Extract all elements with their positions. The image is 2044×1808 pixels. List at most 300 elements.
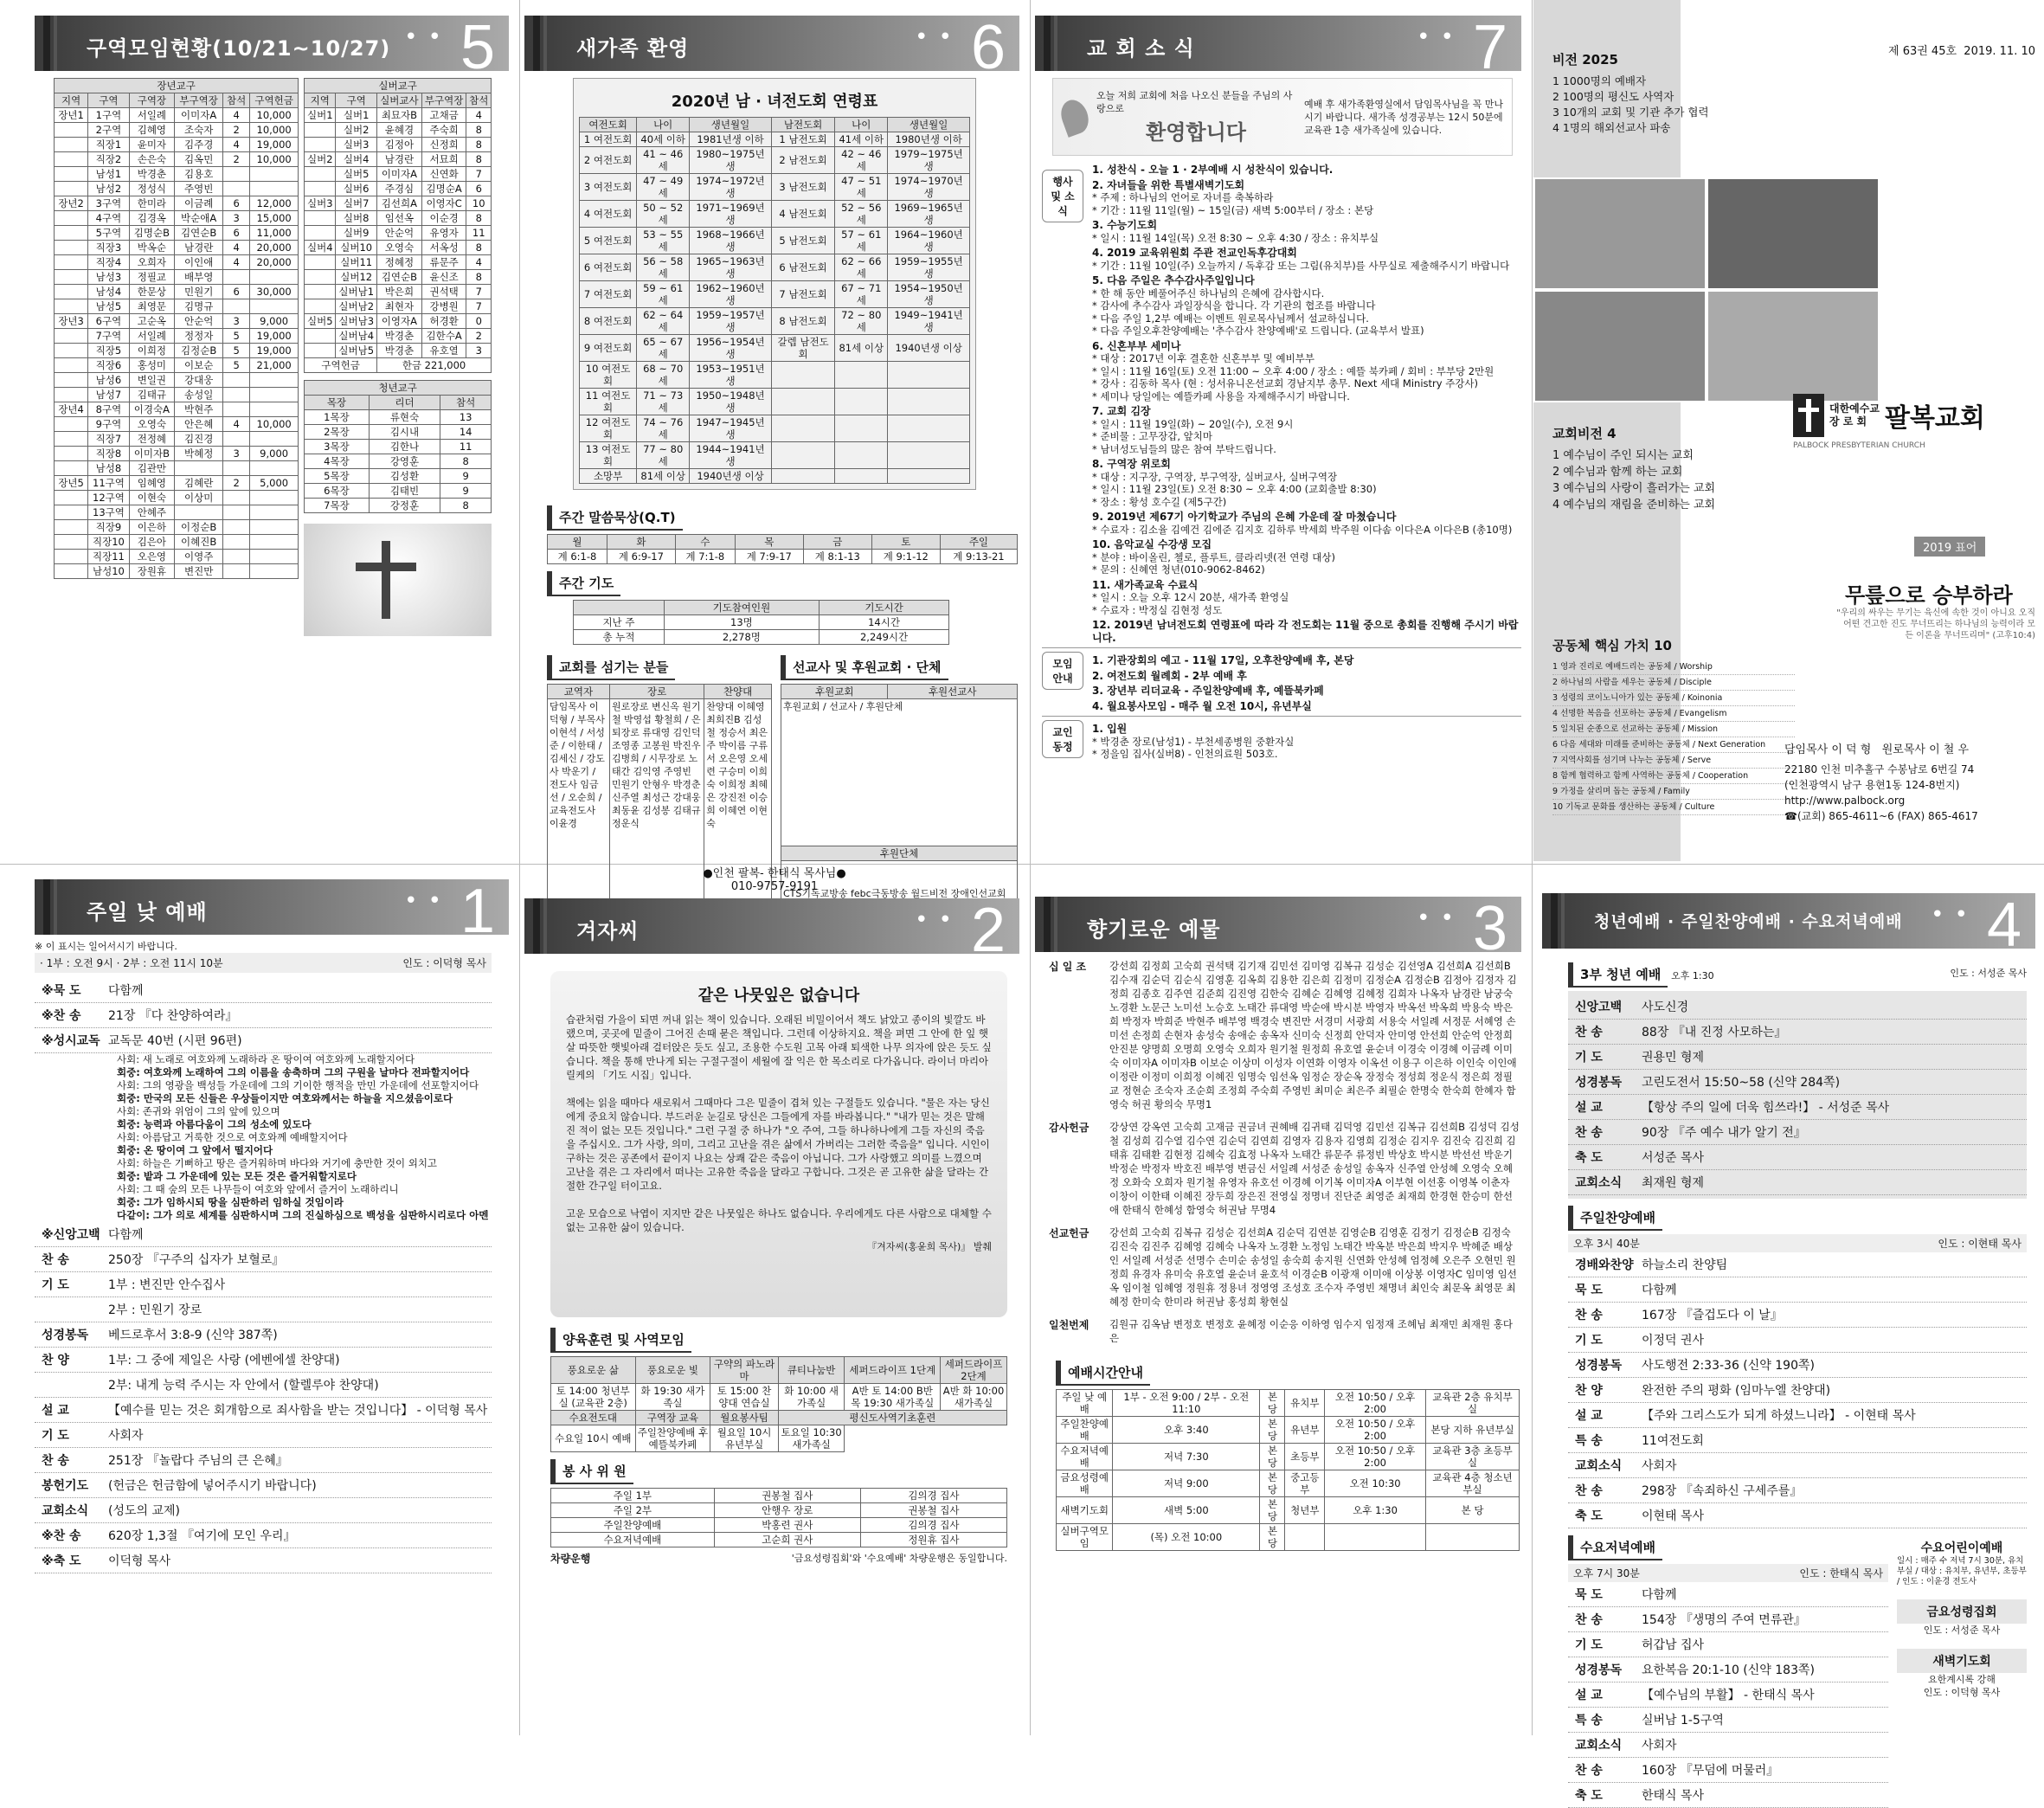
- table-row: [55, 520, 299, 535]
- responsive-reading-line: 사회: 그의 영광을 백성들 가운데에 그의 기이한 행적을 만민 가운데에 선포할지어다: [117, 1079, 479, 1091]
- table-cell: 62 ~ 64세: [637, 308, 690, 335]
- column-header: 세퍼드라이프 2단계: [941, 1357, 1007, 1384]
- table-cell: 2목장: [305, 425, 369, 440]
- table-row: [580, 201, 970, 228]
- table-cell: 2: [466, 329, 492, 344]
- column-header: 월요봉사팀: [710, 1411, 778, 1425]
- table-cell: 권석택: [421, 285, 466, 299]
- table-cell: 9구역: [88, 417, 129, 432]
- table-cell: [223, 182, 250, 196]
- table-cell: 41 ~ 46세: [637, 147, 690, 174]
- offering-label: 일천번제: [1049, 1319, 1089, 1331]
- order-row: [1568, 1277, 2027, 1303]
- table-cell: 남성7: [88, 388, 129, 402]
- table-row: [580, 308, 970, 335]
- table-cell: 68 ~ 70세: [637, 362, 690, 389]
- table-cell: 5구역: [88, 226, 129, 241]
- table-cell: 주숙희: [421, 123, 466, 138]
- table-row: [580, 147, 970, 174]
- table-cell: 교육관 2층 유치부실: [1426, 1390, 1520, 1417]
- table-cell: 박옥순: [129, 241, 174, 255]
- table-cell: 변일권: [129, 373, 174, 388]
- table-cell: 20,000: [250, 241, 299, 255]
- table-cell: [55, 417, 88, 432]
- table-cell: [305, 329, 336, 344]
- vision-item: 2 100명의 평신도 사역자: [1552, 90, 1674, 103]
- column-header: 풍요로운 삶: [551, 1357, 636, 1384]
- table-cell: 서일례: [129, 329, 174, 344]
- responsive-reading-line: 회중: 온 땅이여 그 앞에서 떨지어다: [117, 1144, 273, 1156]
- table-cell: 1979~1975년생: [888, 147, 970, 174]
- table-cell: 갈렙 남전도회: [771, 335, 834, 362]
- table-cell: 수요저녁예배: [1057, 1444, 1113, 1470]
- list-item: 2. 여전도회 월례회 - 2부 예배 후: [1092, 669, 1247, 682]
- table-cell: 서옥성: [421, 241, 466, 255]
- order-value: 2부 : 민원기 장로: [108, 1303, 202, 1317]
- order-row: [35, 1523, 492, 1548]
- order-value: 251장 『놀랍다 주님의 큰 은혜』: [108, 1454, 288, 1468]
- page-5: [0, 0, 517, 861]
- table-row: [55, 196, 299, 211]
- order-label: 묵 도: [1575, 1284, 1603, 1297]
- table-cell: 실버3: [305, 196, 336, 211]
- table-cell: 1981년생 이하: [690, 132, 772, 147]
- table-cell: 1구역: [88, 108, 129, 123]
- table-cell: 9,000: [250, 314, 299, 329]
- table-cell: 박현주: [175, 402, 223, 417]
- table-row: [1057, 1417, 1520, 1444]
- table-row: [55, 447, 299, 461]
- table-cell: 박홍련 권사: [714, 1518, 860, 1533]
- column-header: 수요전도대: [551, 1411, 636, 1425]
- table-row: [1057, 1444, 1520, 1470]
- table-row: [580, 442, 970, 469]
- list-item: * 준비물 : 고무장갑, 앞치마: [1092, 430, 1212, 442]
- column-header: 구약의 파노라마: [710, 1357, 778, 1384]
- core-value-item: 3 성령의 코이노니아가 있는 공동체 / Koinonia: [1552, 691, 1795, 706]
- column-header: 목장: [305, 396, 369, 410]
- order-value: 【항상 주의 일에 더욱 힘쓰라!】 - 서성준 목사: [1642, 1101, 1890, 1115]
- table-cell: 14시간: [819, 615, 948, 630]
- table-row: [305, 314, 492, 329]
- column-header: 구역장 교육: [635, 1411, 710, 1425]
- table-cell: 1971~1969년생: [690, 201, 772, 228]
- table-cell: [223, 373, 250, 388]
- list-item: * 강사 : 김동하 목사 (현 : 성서유니온선교회 경남지부 총무. Next 세대 Ministry 주강사): [1092, 377, 1479, 389]
- offering-names: 강상연 강옥연 고숙희 고재금 권금녀 권혜배 김귀태 김덕영 김민선 김복규 김선희B 김성덕 김성철 김성희 김수열 김수연 김순덕 김연희 김영자 김용자 김영희 김정순 김지우 김진숙 김진희 김태휴 김태환 김현정 김혜숙 김효정 나옥자 노태간 류문주 류정빈 박상호 박시분 박선선 박운기 박정순 박정자 박호진 배부영 변금신 서일례 서성준 송성일 송옥자 신주열 안성혜 오영숙 오혜정 오화숙 오희자 원기철 유영자 유호선 이경혜 이기복 이미자A 이부현 이선홍 이영복 이춘자 이창이 이한태 이혜진 장두희 장은진 전영실 정명녀 진단준 최영준 최재희 한경현 한승미 한선애 한태식 한혜성 함영숙 허권남 무명4: [1109, 1121, 1520, 1216]
- prayer-table: [573, 600, 949, 645]
- table-cell: 강영훈: [369, 454, 440, 469]
- table-cell: [55, 520, 88, 535]
- table-cell: 1954~1950년생: [888, 281, 970, 308]
- order-label: 찬 송: [1575, 1613, 1603, 1627]
- table-cell: 임선옥: [377, 211, 422, 226]
- table-cell: 직장8: [88, 447, 129, 461]
- table-row: [574, 615, 949, 630]
- list-item: 3. 장년부 리더교육 - 주일찬양예배 후, 예뜰북카페: [1092, 685, 1324, 697]
- order-row: [1568, 1120, 2027, 1145]
- table-cell: 새벽기도회: [1057, 1497, 1113, 1524]
- table-cell: 실버6: [336, 182, 377, 196]
- table-row: [55, 108, 299, 123]
- offering-names: 김원규 김옥남 변정호 변정호 윤혜정 이순응 이하영 임수지 임정재 조혜님 최재민 최재원 홍다은: [1109, 1318, 1514, 1344]
- table-row: [580, 174, 970, 201]
- order-row: [1568, 1657, 1888, 1683]
- table-cell: 이영자A: [377, 314, 422, 329]
- table-cell: 11,000: [250, 226, 299, 241]
- table-row: [580, 469, 970, 484]
- list-item: 12. 2019년 남녀전도회 연령표에 따라 각 전도회는 11월 중으로 총회를 진행해 주시기 바랍니다.: [1092, 619, 1519, 644]
- table-row: [55, 226, 299, 241]
- meetings-list: [1083, 652, 1353, 712]
- service-times-table: [1056, 1389, 1520, 1551]
- order-row: [1568, 1095, 2027, 1120]
- table-cell: 류문주: [421, 255, 466, 270]
- table-cell: 박경춘: [377, 344, 422, 358]
- table-cell: 이상미: [175, 491, 223, 505]
- table-cell: [835, 389, 888, 415]
- order-row: [35, 1398, 492, 1423]
- order-value: 교독문 40번 (시편 96편): [108, 1034, 242, 1048]
- table-cell: 남성8: [88, 461, 129, 476]
- table-cell: 직장3: [88, 241, 129, 255]
- table-cell: 10 여전도회: [580, 362, 637, 389]
- table-cell: 허경환: [421, 314, 466, 329]
- table-cell: 10,000: [250, 152, 299, 167]
- table-cell: 주일 낮 예배: [1057, 1390, 1113, 1417]
- table-cell: 62 ~ 66세: [835, 254, 888, 281]
- table-cell: 김은아: [129, 535, 174, 550]
- essay-box: 같은 나뭇잎은 없습니다 습관처럼 가을이 되면 꺼내 읽는 책이 있습니다. 오래된 비밀이어서 책도 낡았고 종이의 빛깔도 바랬으며, 곳곳에 밑줄이 그어진 손때 묻은 책입니다. 그런데 이상하지요. 책을 펴면 그 안에 한 잎 햇살 따뜻한 햇빛아래 걸터앉은 듯도 싶고, 조용한 수도원 고목 아래 퇴색한 나무 의자에 앉은 듯도 싶습니다. 책을 통해 만나게 되는 구절구절이 세월에 잘 익은 한 목소리로 다가옵니다. 라이너 마리아 릴케의 「기도 시집」입니다. 책에는 읽을 때마다 새로워서 그때마다 그은 밑줄이 겹쳐 있는 구절들도 있습니다. "물은 자는 당신에게 중요치 않습니다. 부드러운 눈길로 당신은 그들에게 자를 바라봅니다." "내가 믿는 것은 말해진 적이 없는 모든 것입니다." 그런 구절 중 하나가 "오 주여, 그들 하나하나에게 그들 자신의 죽음을 주십시오. 그가 사랑, 의미, 그리고 고난을 겪은 삶에서 가버리는 그러한 죽음을" 입니다. 시인이 구하는 것은 공존에서 끝이지 나요는 상쾌 같은 죽음이 아닙니다. 그가 사랑했고 의미를 느꼈으며 고난을 겪은 그 자리에서 떠나는 고유한 죽음을 달라고 구합니다. 그것은 곧 고유한 삶을 달라는 간절한 간구일 터이고요. 고운 모습으로 낙엽이 지지만 같은 나뭇잎은 하나도 없습니다. 우리에게도 다른 사람으로 대체할 수 없는 고유한 삶이 있습니다. 『겨자씨(홍윤희 목사)』 발췌: [550, 971, 1007, 1317]
- church-logo: 대한예수교 장 로 회 팔복교회: [1793, 394, 1985, 437]
- page-4: 청년예배 · 주일찬양예배 · 수요저녁예배 • • 4 3부 청년 예배 오후 1:30 인도 : 서성준 목사 신앙고백 사도신경 찬 송 88장 『내 진정 사모하는』 기 도 권용민 형제 성경봉독 고린도전서 15:50~58 (신약 284쪽) 설 교 【항상 주의 일에 더욱 힘쓰라!】 - 서성준 목사 찬 송 90장 『주 예수 내가 알기 전』 축 도 서성준 목사 교회소식 최재원 형제 주일찬양예배 오후 3시 40분 인도 : 이현태 목사 경배와찬양 하늘소리 찬양팀 묵 도 다함께 찬 송 167장 『즐겁도다 이 날』 기 도 이정덕 권사 성경봉독 사도행전 2:33-36 (신약 190쪽) 찬 양 완전한 주의 평화 (임마누엘 찬양대) 설 교 【주와 그리스도가 되게 하셨느니라】 - 이현태 목사 특 송 11여전도회 교회소식 사회자 찬 송 298장 『속죄하신 구세주를』 축 도 이현태 목사 수요저녁예배 오후 7시 30분 인도 : 한태식 목사 묵 도 다함께 찬 송 154장 『생명의 주여 면류관』 기 도 허갑남 집사 성경봉독 요한복음 20:1-10 (신약 183쪽) 설 교 【예수님의 부활】 - 한태식 목사 특 송 실버남 1-5구역 교회소식 사회자 찬 송 160장 『무덤에 머물러』 축 도 한태식 목사 수요어린이예배 일시 : 매주 수 저녁 7시 30분, 유치부실 / 대상 : 유치부, 유년부, 초등부 / 인도 : 이윤경 전도사 금요성령집회 인도 : 서성준 목사 새벽기도회 요한계시록 강해 인도 : 이덕형 목사: [1533, 867, 2044, 1733]
- table-cell: 오영숙: [129, 417, 174, 432]
- table-cell: 오전 10:50 / 오후 2:00: [1325, 1417, 1426, 1444]
- news-list: [1083, 161, 1521, 644]
- table-cell: 화 19:30 새가족실: [635, 1384, 710, 1411]
- table-cell: [250, 182, 299, 196]
- table-row: [55, 476, 299, 491]
- order-label: 성경봉독: [1575, 1076, 1623, 1090]
- table-cell: 2,249시간: [819, 630, 948, 645]
- list-item: * 대상 : 2017년 이후 결혼한 신혼부부 및 예비부부: [1092, 352, 1314, 364]
- order-row: [1568, 994, 2027, 1020]
- table-row: [305, 196, 492, 211]
- order-value: 다함께: [108, 984, 144, 998]
- order-value: 【예수님의 부활】 - 한태식 목사: [1642, 1689, 1815, 1702]
- order-label: 성경봉독: [42, 1329, 89, 1342]
- order-label: 기 도: [1575, 1638, 1603, 1652]
- mission-heading: 선교사 및 후원교회 · 단체: [781, 655, 948, 680]
- table-cell: 52 ~ 56세: [835, 201, 888, 228]
- table-cell: 이미자A: [175, 108, 223, 123]
- order-label: 묵 도: [1575, 1588, 1603, 1602]
- table-cell: [223, 535, 250, 550]
- core-value-item: 2 하나님의 사람을 세우는 공동체 / Disciple: [1552, 675, 1795, 691]
- responsive-reading-line: 사회: 하늘은 기뻐하고 땅은 즐거워하며 바다와 거기에 충만한 것이 외치고: [117, 1157, 438, 1169]
- column-header: 장로: [609, 685, 704, 699]
- column-header: 남전도회: [771, 118, 834, 132]
- table-cell: [55, 491, 88, 505]
- table-cell: 4: [223, 241, 250, 255]
- table-cell: [771, 389, 834, 415]
- age-table: [579, 117, 970, 484]
- table-cell: 김태빈: [369, 484, 440, 499]
- order-label: 경배와찬양: [1575, 1258, 1634, 1272]
- table-cell: 소망부: [580, 469, 637, 484]
- order-label: 성경봉독: [1575, 1663, 1623, 1677]
- list-item: * 수료자 : 김소율 김예건 김에준 김지호 김하루 박세희 박주원 이다솜 이다은A 이다은B (총10명): [1092, 523, 1513, 536]
- table-cell: 정혜정: [377, 255, 422, 270]
- table-cell: 유호열: [421, 344, 466, 358]
- offering-label: 감사헌금: [1049, 1122, 1089, 1134]
- offering-label: 선교헌금: [1049, 1227, 1089, 1239]
- order-value: 90장 『주 예수 내가 알기 전』: [1642, 1126, 1806, 1140]
- responsive-reading-line: 사회: 존귀와 위엄이 그의 앞에 있으며: [117, 1105, 280, 1117]
- table-cell: 실버11: [336, 255, 377, 270]
- order-row: [1568, 1070, 2027, 1095]
- table-row: [55, 388, 299, 402]
- table-row: [305, 285, 492, 299]
- cross-photo: [304, 524, 492, 636]
- table-row: [55, 461, 299, 476]
- motto: 무릎으로 승부하라: [1845, 583, 2013, 608]
- table-cell: 김혜영: [129, 123, 174, 138]
- column-header: 부구역장: [175, 93, 223, 108]
- youth-district-table: 장년교구 지역 구역 구역장 부구역장 참석 구역헌금 장년1 1구역 서일례 이미자A 4 10,000 2구역 김혜영 조숙자 2 10,000 직장1 윤미자 김주경 4 19,000 직장2 손은숙 김옥민 2 10,000 남성1 박경춘 김용호 남성2 정성식 주영빈 장년2 3구역 한미라 이금례 6 12,000 4구역 김경옥 박순애A 3 15,000 5구역 김명순B 김연순B 6 11,000 직장3 박옥순 남경란 4 20,000 직장4 오희자 이인애 4 20,000 남성3 정필교 배부영 남성4 한문상 민원기 6 30,000 남성5 최영문 김명규 장년3 6구역 고순옥 안순억 3 9,000 7구역 서일례 정정자 5 19,000 직장5 이희정 김정순B 5 19,000 직장6 홍성미 이보순 5 21,000 남성6 변일권 강대웅 남성7 김태규 송성일 장년4 8구역 이경숙A 박현주 9구역 오영숙 안은혜 4 10,000 직장7 전정혜 김진경 직장8 이미자B 박혜정 3 9,000 남성8 김관만 장년5 11구역 임혜영 김혜란 2 5,000 12구역 이현숙 이상미 13구역 안혜주 직장9 이은하 이정순B 직장10 김은아 이혜진B 직장11 오은영 이영주 남성10 장원휴 변진만: [54, 78, 299, 579]
- table-cell: 8: [466, 270, 492, 285]
- table-cell: 김명순B: [129, 226, 174, 241]
- list-item: * 박경춘 장로(남성1) - 부천세종병원 중환자실: [1092, 735, 1295, 748]
- order-label: 성경봉독: [1575, 1359, 1623, 1373]
- table-cell: 72 ~ 80세: [835, 308, 888, 335]
- table-cell: 8 남전도회: [771, 308, 834, 335]
- table-row: [55, 432, 299, 447]
- table-cell: 장년4: [55, 402, 88, 417]
- table-row: [55, 299, 299, 314]
- table-row: [305, 454, 492, 469]
- table-cell: [55, 388, 88, 402]
- order-label: 찬 송: [1575, 1309, 1603, 1322]
- table-cell: 4 여전도회: [580, 201, 637, 228]
- table-cell: 주영빈: [175, 182, 223, 196]
- table-cell: 이현숙: [129, 491, 174, 505]
- table-cell: [305, 270, 336, 285]
- table-cell: 3목장: [305, 440, 369, 454]
- list-item: * 장소 : 황성 호수길 (제5구간): [1092, 495, 1227, 508]
- table-cell: 4: [223, 417, 250, 432]
- table-row: [305, 484, 492, 499]
- list-item: 3. 수능기도회: [1092, 219, 1158, 231]
- table-cell: 직장11: [88, 550, 129, 564]
- table-row: [305, 226, 492, 241]
- responsive-reading-line: 사회: 아름답고 거룩한 것으로 여호와께 예배할지어다: [117, 1131, 348, 1143]
- table-row: [55, 314, 299, 329]
- table-cell: 김정순B: [175, 344, 223, 358]
- order-value: 최재원 형제: [1642, 1176, 1705, 1190]
- table-cell: 13: [440, 410, 492, 425]
- order-row: [35, 1247, 492, 1272]
- table-cell: [55, 358, 88, 373]
- order-value: 620장 1,3절 『여기에 모인 우리』: [108, 1529, 296, 1543]
- table-cell: 정필교: [129, 270, 174, 285]
- table-row: [55, 241, 299, 255]
- table-cell: 안순억: [377, 226, 422, 241]
- order-row: [1568, 1708, 1888, 1733]
- table-row: [305, 410, 492, 425]
- order-label: ※묵 도: [42, 984, 81, 998]
- column-header: 나이: [835, 118, 888, 132]
- order-row: [1568, 1582, 1888, 1607]
- table-cell: 1 남전도회: [771, 132, 834, 147]
- order-label: 설 교: [42, 1404, 69, 1418]
- table-cell: 실버남1: [336, 285, 377, 299]
- table-cell: 12구역: [88, 491, 129, 505]
- table-cell: 6: [223, 226, 250, 241]
- table-cell: [1285, 1524, 1325, 1551]
- cover-page: 비전 2025 1 1000명의 예배자 2 100명의 평신도 사역자 3 10개의 교회 및 기관 추가 협력 4 1명의 해외선교사 파송 제 63권 45호 2019. 11. 10 교회비전 4 1 예수님이 주인 되시는 교회 2 예수님과 함께 하는 교회 3 예수님의 사랑이 흘러가는 교회 4 예수님의 재림을 준비하는 교회 대한예수교 장 로 회 팔복교회 PALBOCK PRESBYTERIAN CHURCH 2019 표어 무릎으로 승부하라 "우리의 싸우는 무기는 육신에 속한 것이 아니요 오직 어떤 견고한 진도 무너뜨리는 하나님의 능력이라 모든 이론을 무너뜨리며" (고후10:4) 공동체 핵심 가치 10 1 영과 진리로 예배드리는 공동체 / Worship 2 하나님의 사람을 세우는 공동체 / Disciple 3 성령의 코이노니아가 있는 공동체 / Koinonia 4 선명한 복음을 선포하는 공동체 / Evangelism 5 일치된 순종으로 선교하는 공동체 / Mission 6 다음 세대와 미래를 준비하는 공동체 / Next Generation 7 지역사회를 섬기며 나누는 공동체 / Serve 8 함께 협력하고 함께 사역하는 공동체 / Cooperation 9 가정을 살리며 돕는 공동체 / Family 10 기독교 문화를 생산하는 공동체 / Culture 담임목사 이 덕 형 원로목사 이 철 우 22180 인천 미추홀구 수봉남로 6번길 74 (인천광역시 남구 용현1동 124-8번지) http://www.palbock.org ☎(교회) 865-4611~6 (FAX) 865-4617: [1533, 0, 2044, 861]
- table-row: [305, 255, 492, 270]
- table-cell: 3: [223, 314, 250, 329]
- table-cell: 이미자A: [377, 167, 422, 182]
- table-cell: 12 여전도회: [580, 415, 637, 442]
- list-item: * 다음 주일 1,2부 예배는 이벤트 원로목사님께서 설교하십니다.: [1092, 312, 1369, 325]
- order-value: 사도행전 2:33-36 (신약 190쪽): [1642, 1359, 1815, 1373]
- table-cell: [250, 432, 299, 447]
- table-cell: [250, 461, 299, 476]
- table-cell: 5,000: [250, 476, 299, 491]
- table-cell: 21,000: [250, 358, 299, 373]
- page-number: 7: [1472, 13, 1507, 82]
- table-cell: 오후 3:40: [1113, 1417, 1260, 1444]
- table-cell: 13구역: [88, 505, 129, 520]
- table-cell: 김관만: [129, 461, 174, 476]
- table-cell: 남성10: [88, 564, 129, 579]
- table-cell: 김진경: [175, 432, 223, 447]
- table-cell: 정정자: [175, 329, 223, 344]
- table-cell: [1325, 1524, 1426, 1551]
- table-row: [55, 182, 299, 196]
- table-cell: 1974~1970년생: [888, 174, 970, 201]
- list-item: * 일시 : 오늘 오후 12시 20분, 새가족 환영실: [1092, 591, 1289, 603]
- table-row: [1057, 1390, 1520, 1417]
- order-value: 이덕형 목사: [108, 1554, 171, 1568]
- table-cell: 배부영: [175, 270, 223, 285]
- table-cell: 김주경: [175, 138, 223, 152]
- table-cell: [223, 402, 250, 417]
- table-cell: 조숙자: [175, 123, 223, 138]
- table-cell: 1목장: [305, 410, 369, 425]
- table-cell: [55, 432, 88, 447]
- training-table: [550, 1356, 1007, 1452]
- table-row: [305, 138, 492, 152]
- table-cell: 이순경: [421, 211, 466, 226]
- table-cell: 남성6: [88, 373, 129, 388]
- table-cell: 직장9: [88, 520, 129, 535]
- order-row: [1568, 1478, 2027, 1503]
- table-cell: 교육관 4층 청소년부실: [1426, 1470, 1520, 1497]
- table-cell: [1426, 1524, 1520, 1551]
- page-number: 1: [460, 877, 495, 946]
- column-header: 참석: [466, 93, 492, 108]
- list-item: * 분야 : 바이올린, 첼로, 플루트, 클라리넷(전 연령 대상): [1092, 550, 1335, 563]
- order-row: [1568, 1683, 1888, 1708]
- order-value: 사회자: [1642, 1459, 1677, 1473]
- table-cell: 총 누적: [574, 630, 665, 645]
- order-value: (성도의 교제): [108, 1504, 180, 1518]
- table-cell: 남성2: [88, 182, 129, 196]
- table-cell: 1959~1957년생: [690, 308, 772, 335]
- table-cell: 장년3: [55, 314, 88, 329]
- table-cell: [888, 362, 970, 389]
- table-cell: 7목장: [305, 499, 369, 513]
- page-4-header: 청년예배 · 주일찬양예배 · 수요저녁예배 • • 4: [1542, 893, 2035, 949]
- offering-group: [1049, 1317, 1520, 1345]
- table-cell: 안순억: [175, 314, 223, 329]
- table-cell: 77 ~ 80세: [637, 442, 690, 469]
- table-cell: 실버12: [336, 270, 377, 285]
- order-value: 서성준 목사: [1642, 1151, 1705, 1165]
- qt-table: [547, 534, 1018, 564]
- order-row: [35, 1548, 492, 1573]
- column-header: 참석: [440, 396, 492, 410]
- table-cell: 6목장: [305, 484, 369, 499]
- table-cell: 오은영: [129, 550, 174, 564]
- table-cell: 4: [223, 138, 250, 152]
- order-row: [35, 1373, 492, 1398]
- table-cell: 오희자: [129, 255, 174, 270]
- order-row: [35, 1297, 492, 1322]
- table-cell: 이정순B: [175, 520, 223, 535]
- order-label: ※성시교독: [42, 1034, 100, 1048]
- issue-date: 2019. 11. 10: [1964, 45, 2035, 58]
- table-row: [55, 417, 299, 432]
- order-row: [35, 1322, 492, 1348]
- table-cell: 3: [466, 344, 492, 358]
- list-item: * 일시 : 11월 23일(토) 오전 8:30 ~ 오후 4:00 (교회출발 8:30): [1092, 483, 1377, 495]
- table-cell: 3: [223, 211, 250, 226]
- table-cell: 실버3: [336, 138, 377, 152]
- table-cell: 3 남전도회: [771, 174, 834, 201]
- table-cell: 김명순A: [421, 182, 466, 196]
- order-value: 허갑남 집사: [1642, 1638, 1705, 1652]
- staff-table: 교역자 장로 찬양대 담임목사 이덕형 / 부목사 이현석 / 서성준 / 이한태 / 김세신 / 강도사 박운기 / 전도사 임금선 / 오순희 / 교육전도사 이윤경 원로장로 변신옥 원기철 박영섭 황철희 / 은퇴장로 류대영 김인덕 조영종 고봉원 박진우 김병희 / 시무장로 노태간 김익영 주영빈 민원기 안형우 박경춘 신주열 최성근 강대웅 최동윤 김성봉 김태규 정운식 찬양대 이혜영 최희진B 김성철 정승서 최은주 박이름 구류서 오은영 오세련 구승미 이희숙 이희정 최혜은 강진전 이승희 이혜연 이현숙: [547, 684, 772, 933]
- table-cell: 7: [466, 299, 492, 314]
- table-row: [55, 402, 299, 417]
- table-cell: [55, 123, 88, 138]
- table-cell: 실버4: [305, 241, 336, 255]
- table-cell: 이인애: [175, 255, 223, 270]
- table-cell: 금요성령예배: [1057, 1470, 1113, 1497]
- table-cell: [305, 226, 336, 241]
- column-header: 평신도사역기초훈련: [778, 1411, 1006, 1425]
- order-label: 봉헌기도: [42, 1479, 89, 1493]
- table-cell: [55, 505, 88, 520]
- table-cell: 직장7: [88, 432, 129, 447]
- table-row: [55, 491, 299, 505]
- column-header: 후원교회: [781, 685, 888, 699]
- table-cell: [835, 415, 888, 442]
- page-2-header: 겨자씨 • • 2: [524, 898, 1019, 954]
- column-header: 풍요로운 빛: [635, 1357, 710, 1384]
- table-cell: 토 14:00 청년부실 (교육관 2층): [551, 1384, 636, 1411]
- table-cell: 53 ~ 55세: [637, 228, 690, 254]
- table-cell: 40세 이하: [637, 132, 690, 147]
- qt-passage: 계 9:1-12: [871, 550, 940, 564]
- table-cell: 실버5: [336, 167, 377, 182]
- order-value: 298장 『속죄하신 구세주를』: [1642, 1484, 1803, 1498]
- column-header: 리더: [369, 396, 440, 410]
